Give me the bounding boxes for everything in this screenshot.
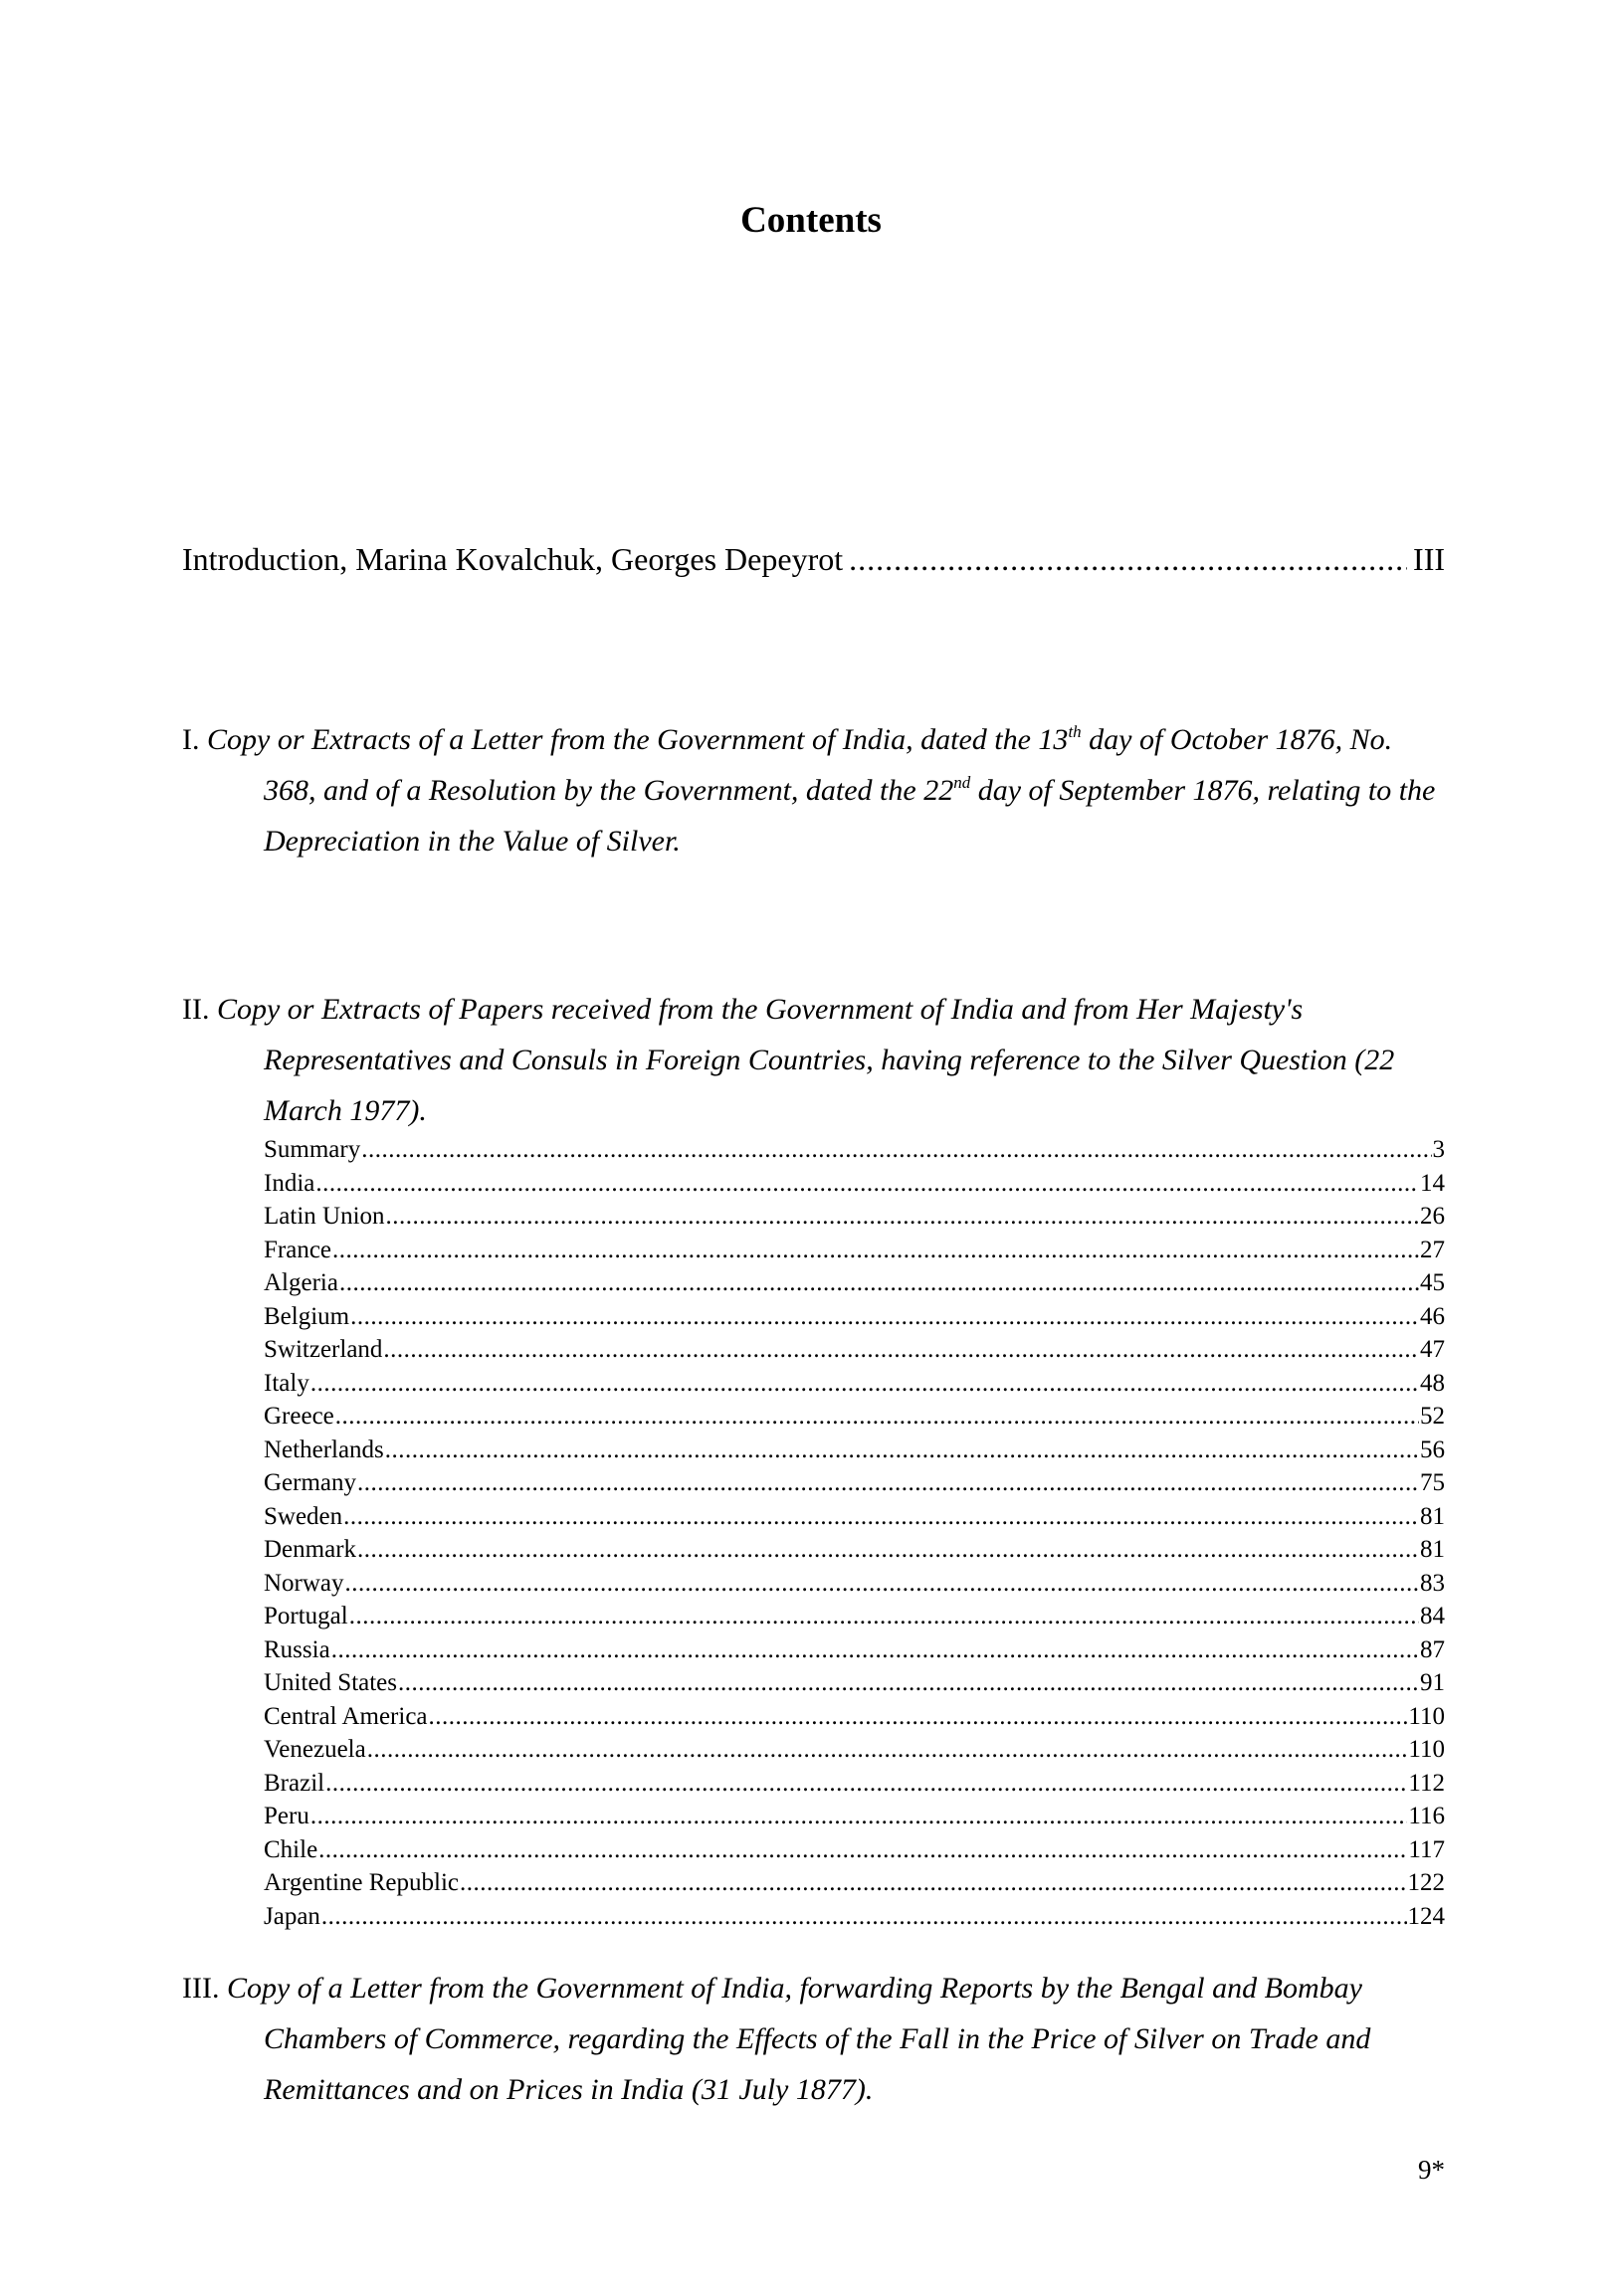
toc-subentry-page: 110 [1408,1702,1445,1730]
toc-subentry [264,1900,1445,1934]
dot-leader [339,1266,1419,1300]
toc-subentry [264,1800,1445,1833]
toc-subentry-page: 110 [1408,1736,1445,1763]
toc-subentry [264,1333,1445,1367]
toc-entry-label: Introduction, Marina Kovalchuk, Georges Depeyrot [182,541,844,577]
dot-leader [350,1300,1419,1334]
toc-subentry [264,1700,1445,1734]
toc-subentry [264,1133,1445,1167]
toc-subentry-label: Chile [264,1835,318,1863]
toc-subentry-label: Central America [264,1702,428,1730]
toc-subentry-page: 47 [1420,1336,1445,1363]
dot-leader [345,1567,1419,1601]
dot-leader [318,1833,1407,1867]
toc-subentry [264,1633,1445,1667]
toc-section-1 [182,714,1445,866]
toc-subentry-label: Peru [264,1803,309,1829]
toc-subentry [264,1533,1445,1567]
toc-subentry-label: Brazil [264,1769,325,1797]
toc-subentry [264,1167,1445,1201]
toc-subentry-page: 27 [1420,1236,1445,1263]
toc-entry-introduction [182,535,1445,583]
section-numeral: II. [182,993,210,1026]
toc-subentry [264,1400,1445,1434]
dot-leader [460,1866,1406,1900]
section-numeral: III. [182,1972,220,2005]
toc-subentry-page: 52 [1420,1403,1445,1430]
toc-subentry-label: Greece [264,1403,334,1430]
dot-leader [310,1367,1419,1401]
dot-leader [357,1533,1419,1567]
toc-subentry [264,1434,1445,1467]
toc-section-3 [182,1963,1445,2115]
dot-leader [357,1466,1419,1500]
toc-subentry-page: 83 [1420,1569,1445,1597]
toc-entry-page: III [1413,541,1445,577]
toc-subentry-page: 3 [1432,1136,1445,1163]
toc-subentry-label: Russia [264,1635,330,1663]
toc-subentry-page: 84 [1420,1603,1445,1629]
dot-leader [367,1733,1408,1767]
toc-subentry-label: India [264,1169,315,1197]
dot-leader [349,1600,1419,1633]
country-list [264,1133,1445,1933]
toc-subentry-page: 87 [1420,1635,1445,1663]
toc-subentry-label: Latin Union [264,1203,385,1230]
toc-subentry-page: 14 [1420,1169,1445,1197]
toc-subentry-label: Switzerland [264,1336,383,1363]
toc-subentry [264,1567,1445,1601]
dot-leader [315,1167,1419,1201]
toc-subentry [264,1234,1445,1267]
dot-leader [325,1767,1407,1801]
toc-subentry-label: Netherlands [264,1435,384,1463]
toc-subentry [264,1466,1445,1500]
toc-subentry [264,1500,1445,1534]
toc-subentry-page: 75 [1420,1469,1445,1496]
toc-subentry [264,1367,1445,1401]
section-numeral: I. [182,723,200,756]
dot-leader [332,1234,1419,1267]
toc-subentry-page: 45 [1420,1269,1445,1296]
toc-subentry-label: Belgium [264,1302,350,1330]
toc-subentry-label: Venezuela [264,1736,366,1763]
toc-subentry-page: 117 [1408,1835,1445,1863]
toc-section-2 [182,984,1445,1136]
toc-subentry [264,1600,1445,1633]
toc-subentry [264,1266,1445,1300]
dot-leader [321,1900,1407,1934]
section-text: Copy of a Letter from the Government of India, forwarding Reports by the Bengal and Bombay Chambers of Commerce, regarding the Effects of the Fall in the Price of Silver on Trade and Remittances and on Prices in India (31 July 1877). [226,1972,1371,2106]
toc-subentry-label: Algeria [264,1269,338,1296]
toc-subentry-page: 81 [1420,1536,1445,1563]
dot-leader [385,1434,1419,1467]
toc-subentry-label: Germany [264,1469,357,1496]
toc-subentry [264,1866,1445,1900]
dot-leader [849,535,1407,583]
toc-subentry-page: 26 [1420,1203,1445,1230]
toc-subentry-label: Norway [264,1569,344,1597]
dot-leader [343,1500,1419,1534]
toc-subentry-label: Argentine Republic [264,1869,460,1896]
toc-subentry-label: Denmark [264,1536,357,1563]
toc-subentry-page: 116 [1408,1803,1445,1829]
toc-subentry-label: Italy [264,1369,309,1397]
dot-leader [361,1133,1431,1167]
toc-subentry-page: 48 [1420,1369,1445,1397]
toc-subentry-label: United States [264,1669,398,1696]
dot-leader [398,1666,1419,1700]
toc-subentry-page: 81 [1420,1502,1445,1530]
toc-subentry-page: 124 [1407,1902,1445,1930]
toc-subentry-label: Portugal [264,1603,348,1629]
dot-leader [429,1700,1408,1734]
section-text: Copy or Extracts of a Letter from the Government of India, dated the 13th day of October 1876, No. 368, and of a Resolution by the Government, dated the 22nd day of September 1876, relating to the Depreciation in the Value of Silver. [207,722,1436,858]
toc-subentry-label: Sweden [264,1502,343,1530]
toc-subentry [264,1666,1445,1700]
dot-leader [386,1200,1419,1234]
toc-subentry-page: 122 [1407,1869,1445,1896]
toc-subentry-label: France [264,1236,332,1263]
dot-leader [331,1633,1419,1667]
toc-subentry-label: Summary [264,1136,361,1163]
toc-subentry [264,1200,1445,1234]
page-title: Contents [740,200,882,241]
toc-subentry [264,1833,1445,1867]
toc-subentry [264,1733,1445,1767]
dot-leader [335,1400,1419,1434]
dot-leader [383,1333,1419,1367]
toc-subentry-page: 46 [1420,1302,1445,1330]
dot-leader [310,1800,1408,1833]
section-text: Copy or Extracts of Papers received from the Government of India and from Her Majesty's Representatives and Consuls in Foreign Countries, having reference to the Silver Question (22 March 1977). [216,993,1395,1127]
page-number: 9* [1418,2155,1445,2185]
toc-subentry [264,1300,1445,1334]
toc-subentry [264,1767,1445,1801]
toc-subentry-label: Japan [264,1902,320,1930]
toc-subentry-page: 56 [1420,1435,1445,1463]
toc-subentry-page: 112 [1408,1769,1445,1797]
toc-subentry-page: 91 [1420,1669,1445,1696]
